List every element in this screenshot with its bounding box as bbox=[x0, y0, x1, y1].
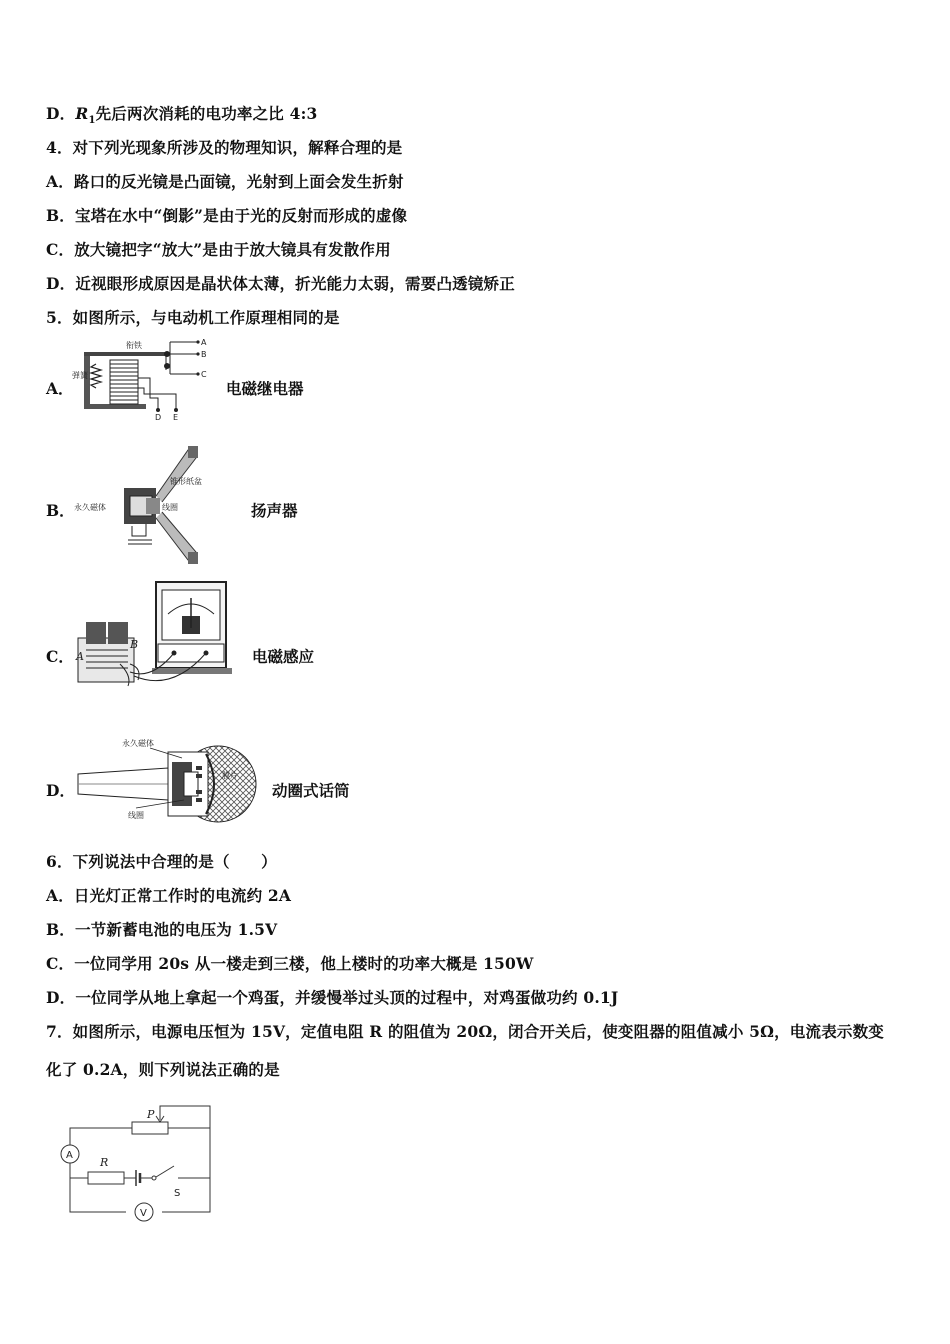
q6-option-d: D．一位同学从地上拿起一个鸡蛋，并缓慢举过头顶的过程中，对鸡蛋做功约 0.1J bbox=[46, 988, 619, 1007]
q4-option-d: D．近视眼形成原因是晶状体太薄，折光能力太弱，需要凸透镜矫正 bbox=[46, 274, 515, 293]
induction-figure bbox=[72, 580, 232, 704]
relay-label-armature: 衔铁 bbox=[126, 341, 142, 350]
q6-option-c: C．一位同学用 20s 从一楼走到三楼，他上楼时的功率大概是 150W bbox=[46, 954, 534, 973]
relay-label-a: A bbox=[201, 338, 207, 347]
relay-label-c: C bbox=[201, 370, 207, 379]
q7-circuit-figure bbox=[52, 1100, 220, 1226]
q3-option-d bbox=[46, 102, 318, 126]
q4-stem: 4．对下列光现象所涉及的物理知识，解释合理的是 bbox=[46, 138, 403, 157]
q3-option-d-label: D． bbox=[46, 104, 76, 123]
q5-option-b-caption: 扬声器 bbox=[251, 501, 298, 520]
microphone-figure bbox=[72, 736, 262, 824]
q5-option-d-letter: D． bbox=[46, 781, 75, 800]
relay-label-b: B bbox=[201, 350, 207, 359]
speaker-figure bbox=[72, 444, 232, 568]
q4-option-a: A．路口的反光镜是凸面镜，光射到上面会发生折射 bbox=[46, 172, 404, 191]
q5-stem: 5．如图所示，与电动机工作原理相同的是 bbox=[46, 308, 340, 327]
q5-option-d-caption: 动圈式话筒 bbox=[272, 781, 350, 800]
relay-label-e: E bbox=[173, 413, 179, 422]
speaker-label-cone: 锥形纸盆 bbox=[170, 477, 202, 486]
speaker-label-coil: 线圈 bbox=[162, 503, 178, 512]
circuit-label-ammeter: A bbox=[66, 1150, 73, 1161]
circuit-label-r: R bbox=[100, 1156, 109, 1169]
q5-option-c-letter: C． bbox=[46, 647, 74, 666]
q7-stem-line1: 7．如图所示，电源电压恒为 15V，定值电阻 R 的阻值为 20Ω，闭合开关后，使变阻器的阻值减小 5Ω，电流表示数变 bbox=[46, 1022, 884, 1041]
circuit-label-p: P bbox=[147, 1108, 155, 1121]
relay-label-spring: 弹簧 bbox=[72, 371, 88, 380]
q6-option-a: A．日光灯正常工作时的电流约 2A bbox=[46, 886, 292, 905]
q4-option-c: C．放大镜把字“放大”是由于放大镜具有发散作用 bbox=[46, 240, 391, 259]
microphone-label-magnet: 永久磁体 bbox=[122, 739, 154, 748]
q5-option-c-caption: 电磁感应 bbox=[252, 647, 315, 666]
q5-option-a-caption: 电磁继电器 bbox=[226, 379, 304, 398]
microphone-label-diaphragm: 膜片 bbox=[222, 771, 238, 780]
q5-option-b-letter: B． bbox=[46, 501, 75, 520]
induction-label-b: B bbox=[130, 638, 139, 651]
induction-label-a: A bbox=[76, 650, 84, 663]
q7-stem-line2: 化了 0.2A，则下列说法正确的是 bbox=[46, 1060, 280, 1079]
q5-option-a-letter: A． bbox=[46, 379, 74, 398]
q3-option-d-text: 先后两次消耗的电功率之比 4:3 bbox=[95, 104, 318, 123]
circuit-label-s: S bbox=[174, 1188, 181, 1199]
q6-option-b: B．一节新蓄电池的电压为 1.5V bbox=[46, 920, 278, 939]
q6-stem: 6．下列说法中合理的是（ ） bbox=[46, 852, 277, 871]
q3-option-d-sub: 1 bbox=[88, 115, 96, 127]
q4-option-b: B．宝塔在水中“倒影”是由于光的反射而形成的虚像 bbox=[46, 206, 408, 225]
relay-figure bbox=[70, 338, 210, 424]
relay-label-d: D bbox=[155, 413, 162, 422]
speaker-label-magnet: 永久磁体 bbox=[74, 503, 106, 512]
q3-option-d-var: R bbox=[75, 104, 89, 123]
circuit-label-voltmeter: V bbox=[140, 1208, 147, 1219]
microphone-label-coil: 线圈 bbox=[128, 811, 144, 820]
